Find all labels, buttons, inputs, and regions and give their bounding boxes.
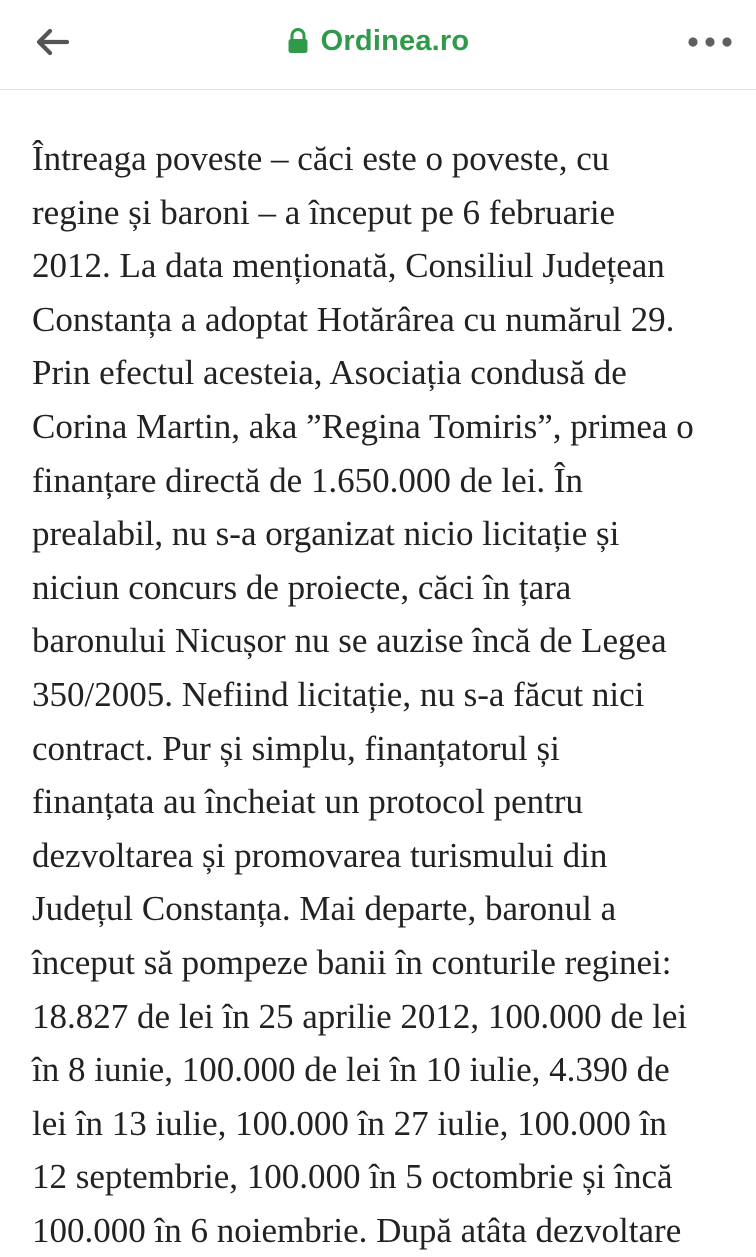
article-line: 18.827 de lei în 25 aprilie 2012, 100.000 de lei <box>32 996 688 1036</box>
article-line: lei în 13 iulie, 100.000 în 27 iulie, 100.000 în <box>32 1103 667 1143</box>
site-domain: Ordinea.ro <box>320 24 470 57</box>
browser-toolbar <box>0 0 756 90</box>
article-line: început să pompeze banii în conturile reginei: <box>32 942 672 982</box>
article-line: regine și baroni – a început pe 6 februarie <box>32 192 616 232</box>
article-line: finanțare directă de 1.650.000 de lei. În <box>32 460 584 500</box>
article-line: 100.000 în 6 noiembrie. După atâta dezvoltare <box>32 1210 682 1250</box>
article-line: Prin efectul acesteia, Asociația condusă de <box>32 353 627 393</box>
article-line: Întreaga poveste – căci este o poveste, cu <box>32 139 610 178</box>
article-line: 2012. La data menționată, Consiliul Județean <box>32 246 665 286</box>
article-line: prealabil, nu s-a organizat nicio licitație și <box>32 514 620 554</box>
article-line: Corina Martin, aka ”Regina Tomiris”, primea o <box>32 406 694 446</box>
article-line: baronului Nicușor nu se auzise încă de Legea <box>32 621 667 661</box>
more-horizontal-icon <box>687 36 733 48</box>
article-line: 12 septembrie, 100.000 în 5 octombrie și încă <box>32 1157 673 1197</box>
article-line: finanțata au încheiat un protocol pentru <box>32 782 584 822</box>
article-body <box>32 132 744 1257</box>
article-line: Constanța a adoptat Hotărârea cu numărul 29. <box>32 299 675 339</box>
article-line: contract. Pur și simplu, finanțatorul și <box>32 728 560 768</box>
article-line: 350/2005. Nefiind licitație, nu s-a făcut nici <box>32 674 645 714</box>
article-line: în 8 iunie, 100.000 de lei în 10 iulie, 4.390 de <box>32 1050 670 1090</box>
address-bar[interactable] <box>0 18 756 64</box>
lock-icon <box>287 28 309 54</box>
article-line: dezvoltarea și promovarea turismului din <box>32 835 608 875</box>
more-options-button[interactable] <box>682 22 738 62</box>
article-line: niciun concurs de proiecte, căci în țara <box>32 567 572 607</box>
article-line: Județul Constanța. Mai departe, baronul a <box>32 889 617 929</box>
